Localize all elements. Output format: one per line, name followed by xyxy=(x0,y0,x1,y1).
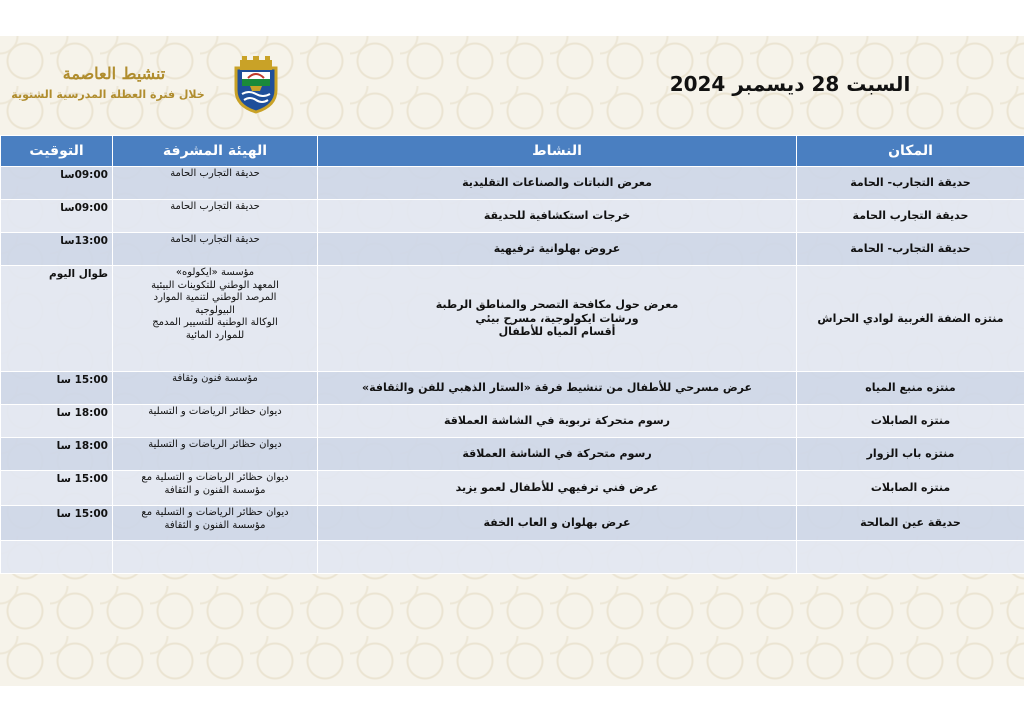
row-organizer xyxy=(113,266,318,372)
table-header-row xyxy=(1,136,1024,167)
row-organizer xyxy=(113,233,318,266)
organizer-line: ديوان حظائر الرياضات و التسلية xyxy=(148,439,282,450)
table-row xyxy=(1,167,1024,200)
row-time: طوال اليوم xyxy=(1,266,113,372)
header-place: المكان xyxy=(797,136,1024,167)
row-place: منتزه الصابلات xyxy=(797,471,1024,506)
activity-line: معرض حول مكافحة التصحر والمناطق الرطبة xyxy=(435,297,679,311)
row-place: حديقة التجارب- الحامة xyxy=(797,167,1024,200)
row-time: 18:00 سا xyxy=(1,438,113,471)
organizer-line: ديوان حظائر الرياضات و التسلية مع xyxy=(141,507,289,518)
header-organizer: الهيئة المشرفة xyxy=(113,136,318,167)
schedule-date: السبت 28 ديسمبر 2024 xyxy=(669,72,911,96)
row-time: 09:00سا xyxy=(1,167,113,200)
row-activity: معرض النباتات والصناعات التقليدية xyxy=(318,167,797,200)
row-organizer xyxy=(113,405,318,438)
table-row xyxy=(1,233,1024,266)
organizer-line: حديقة التجارب الحامة xyxy=(170,201,260,212)
organizer-line: البيولوجية xyxy=(195,304,235,316)
organizer-line: مؤسسة الفنون و الثقافة xyxy=(164,519,266,531)
row-place: حديقة التجارب الحامة xyxy=(797,200,1024,233)
row-time: 09:00سا xyxy=(1,200,113,233)
table-row xyxy=(1,438,1024,471)
row-activity: خرجات استكشافية للحديقة xyxy=(318,200,797,233)
table-row xyxy=(1,506,1024,541)
row-organizer xyxy=(113,506,318,541)
table-row xyxy=(1,405,1024,438)
empty-cell xyxy=(318,541,797,574)
row-place: حديقة عين المالحة xyxy=(797,506,1024,541)
empty-cell xyxy=(797,541,1024,574)
row-time: 15:00 سا xyxy=(1,506,113,541)
row-activity: رسوم متحركة في الشاشة العملاقة xyxy=(318,438,797,471)
row-place: منتزه منبع المياه xyxy=(797,372,1024,405)
table-row xyxy=(1,266,1024,372)
table-row xyxy=(1,200,1024,233)
table-row-empty xyxy=(1,541,1024,574)
row-activity: عرض بهلوان و العاب الخفة xyxy=(318,506,797,541)
row-organizer xyxy=(113,200,318,233)
organizer-line: مؤسسة فنون وثقافة xyxy=(172,373,258,384)
page-background xyxy=(0,36,1024,686)
organizer-line: مؤسسة «ايكولوه» xyxy=(175,267,255,278)
brand-title: تنشيط العاصمة xyxy=(62,64,166,83)
row-place: منتزه الصابلات xyxy=(797,405,1024,438)
row-time: 15:00 سا xyxy=(1,372,113,405)
empty-cell xyxy=(113,541,318,574)
table-row xyxy=(1,471,1024,506)
organizer-line: المعهد الوطني للتكوينات البيئية xyxy=(151,279,279,291)
organizer-line: المرصد الوطني لتنمية الموارد xyxy=(153,292,277,303)
row-organizer xyxy=(113,372,318,405)
row-place: منتزه الضفة الغربية لوادي الحراش xyxy=(797,266,1024,372)
row-time: 13:00سا xyxy=(1,233,113,266)
row-place: حديقة التجارب- الحامة xyxy=(797,233,1024,266)
organizer-line: ديوان حظائر الرياضات و التسلية xyxy=(148,406,282,417)
organizer-line: للموارد المائية xyxy=(185,329,245,341)
header-time: التوقيت xyxy=(1,136,113,167)
empty-cell xyxy=(1,541,113,574)
organizer-line: مؤسسة الفنون و الثقافة xyxy=(164,484,266,496)
row-activity: عروض بهلوانية ترفيهية xyxy=(318,233,797,266)
row-time: 15:00 سا xyxy=(1,471,113,506)
row-activity: رسوم متحركة تربوية في الشاشة العملاقة xyxy=(318,405,797,438)
row-organizer xyxy=(113,471,318,506)
table-row xyxy=(1,372,1024,405)
row-activity xyxy=(318,266,797,372)
schedule-table xyxy=(0,135,1024,574)
algiers-coat-of-arms-icon xyxy=(228,56,284,114)
row-organizer xyxy=(113,167,318,200)
row-organizer xyxy=(113,438,318,471)
schedule-table-wrapper xyxy=(0,135,1024,574)
header-activity: النشاط xyxy=(318,136,797,167)
activity-line: ورشات ايكولوجية، مسرح بيئي xyxy=(475,311,639,325)
organizer-line: الوكالة الوطنية للتسيير المدمج xyxy=(152,317,278,328)
row-activity: عرض مسرحي للأطفال من تنشيط فرقة «الستار الذهبي للفن والثقافة» xyxy=(318,372,797,405)
brand-subtitle: خلال فترة العطلة المدرسية الشتوية xyxy=(11,88,205,101)
row-place: منتزه باب الزوار xyxy=(797,438,1024,471)
row-activity: عرض فني ترفيهي للأطفال لعمو يزيد xyxy=(318,471,797,506)
organizer-line: حديقة التجارب الحامة xyxy=(170,234,260,245)
header xyxy=(0,36,1024,134)
organizer-line: حديقة التجارب الحامة xyxy=(170,168,260,179)
activity-line: أقسام المياه للأطفال xyxy=(498,325,616,339)
organizer-line: ديوان حظائر الرياضات و التسلية مع xyxy=(141,472,289,483)
row-time: 18:00 سا xyxy=(1,405,113,438)
